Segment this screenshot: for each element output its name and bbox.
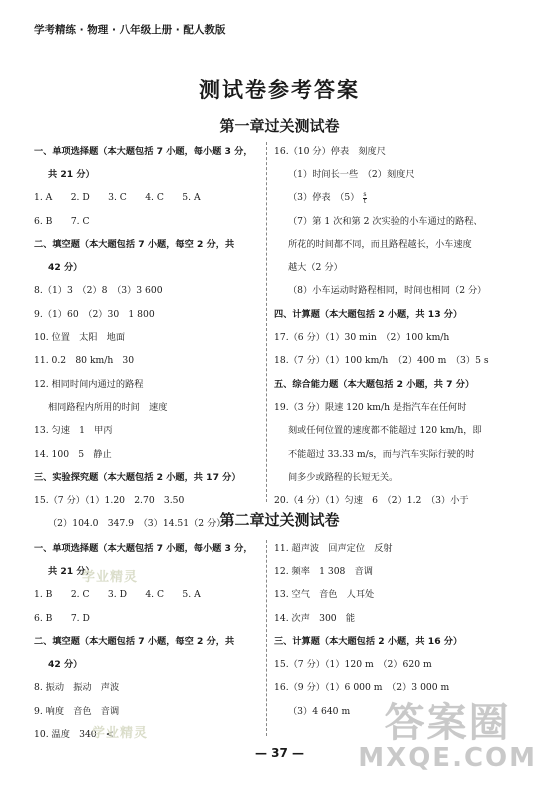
answer-line <box>34 140 262 163</box>
answer-line <box>274 210 536 233</box>
answer-text: 五、综合能力题（本大题包括 2 小题，共 7 分） <box>274 378 475 390</box>
answer-text: 20.（4 分）（1）匀速 6 （2）1.2 （3）小于 <box>274 495 469 507</box>
answer-text: 间多少或路程的长短无关。 <box>288 471 399 483</box>
answer-text: 共 21 分） <box>48 168 95 180</box>
answer-text: （7）第 1 次和第 2 次实验的小车通过的路程、 <box>288 215 483 227</box>
answer-text: 所花的时间都不同，而且路程越长，小车速度 <box>288 238 472 250</box>
answer-text: 相同路程内所用的时间 速度 <box>48 401 168 413</box>
answer-text: （3）停表 （5） <box>288 192 360 204</box>
answer-line <box>34 187 262 210</box>
answer-text: （2）104.0 347.9 （3）14.51（2 分） <box>48 518 226 530</box>
answer-text: 16.（9 分）（1）6 000 m （2）3 000 m <box>274 682 450 694</box>
stamp-watermark: 学业精灵 <box>92 726 149 741</box>
answer-line <box>274 303 536 326</box>
answer-text: 刻或任何位置的速度都不能超过 120 km/h，即 <box>288 425 482 437</box>
answer-text: 42 分） <box>48 262 83 274</box>
answer-line <box>34 630 262 653</box>
answer-line <box>274 373 536 396</box>
answer-line <box>34 396 262 419</box>
answer-text: 9. 响度 音色 音调 <box>34 705 120 717</box>
answer-text: 16.（10 分）停表 刻度尺 <box>274 145 386 157</box>
answer-line <box>274 560 536 583</box>
page-title: 测试卷参考答案 <box>199 78 360 102</box>
column-divider <box>266 142 267 502</box>
answer-line <box>274 537 536 560</box>
header-series-title: 学考精练 · 物理 · 八年级上册 · 配人教版 <box>34 24 226 36</box>
site-watermark-logo: 答案圈 MXQE.COM <box>358 700 537 773</box>
answer-text: 越大（2 分） <box>288 262 343 274</box>
answer-line <box>34 280 262 303</box>
stamp-watermark: 学业精灵 <box>82 570 139 585</box>
answer-line <box>34 560 262 583</box>
answer-text: 14. 100 5 静止 <box>34 448 112 460</box>
answer-line <box>34 350 262 373</box>
answer-line <box>34 443 262 466</box>
answer-line <box>34 303 262 326</box>
answer-text: 15.（7 分）（1）1.20 2.70 3.50 <box>34 495 185 507</box>
answer-text: 9.（1）60 （2）30 1 800 <box>34 308 155 320</box>
answer-line <box>274 140 536 163</box>
answer-line <box>274 466 536 489</box>
column-divider <box>266 540 267 736</box>
answer-text: 6. B 7. C <box>34 215 90 227</box>
answer-text: 13. 空气 音色 人耳处 <box>274 589 375 601</box>
answer-line <box>274 187 536 210</box>
answer-line <box>34 607 262 630</box>
answer-line <box>34 584 262 607</box>
answer-text: 17.（6 分）（1）30 min （2）100 km/h <box>274 332 450 344</box>
answer-text: 14. 次声 300 能 <box>274 612 356 624</box>
answer-text: 11. 超声波 回声定位 反射 <box>274 542 393 554</box>
answer-line <box>274 584 536 607</box>
answer-line <box>274 350 536 373</box>
answer-text: 8. 振动 振动 声波 <box>34 682 120 694</box>
fraction-denominator: t <box>363 197 367 205</box>
answer-text: 19.（3 分）限速 120 km/h 是指汽车在任何时 <box>274 401 467 413</box>
page-number: — 37 — <box>254 746 305 760</box>
answer-line <box>34 256 262 279</box>
answer-line <box>34 163 262 186</box>
answer-text: 共 21 分） <box>48 565 95 577</box>
answer-line <box>274 443 536 466</box>
section-title-chapter-1: 第一章过关测试卷 <box>219 117 340 135</box>
answer-line <box>274 233 536 256</box>
answer-line <box>34 700 262 723</box>
section-title-chapter-2: 第二章过关测试卷 <box>219 511 340 529</box>
answer-line <box>34 326 262 349</box>
answer-text: 一、单项选择题（本大题包括 7 小题，每小题 3 分， <box>34 145 253 157</box>
answer-text: 四、计算题（本大题包括 2 小题，共 13 分） <box>274 308 463 320</box>
answer-text: 18.（7 分）（1）100 km/h （2）400 m （3）5 s <box>274 355 489 367</box>
answer-line <box>274 653 536 676</box>
answer-text: （1）时间长一些 （2）刻度尺 <box>288 168 415 180</box>
answer-line <box>34 420 262 443</box>
answer-line <box>274 677 536 700</box>
answer-line <box>274 396 536 419</box>
answer-line <box>274 607 536 630</box>
answer-line <box>274 256 536 279</box>
answer-line <box>34 466 262 489</box>
chapter-1-right-column <box>274 140 536 513</box>
speed-formula-fraction <box>363 192 366 205</box>
answer-text: 11. 0.2 80 km/h 30 <box>34 355 135 367</box>
answer-text: 12. 频率 1 308 音调 <box>274 565 373 577</box>
answer-text: （8）小车运动时路程相同，时间也相同（2 分） <box>288 285 487 297</box>
answer-text: （3）4 640 m <box>288 705 351 717</box>
answer-text: 6. B 7. D <box>34 612 90 624</box>
chapter-2-left-column <box>34 537 262 747</box>
answer-line <box>34 233 262 256</box>
answer-line <box>34 537 262 560</box>
answer-text: 12. 相同时间内通过的路程 <box>34 378 144 390</box>
answer-line <box>34 677 262 700</box>
answer-text: 13. 匀速 1 甲丙 <box>34 425 113 437</box>
answer-text: 15.（7 分）（1）120 m （2）620 m <box>274 659 432 671</box>
fraction-numerator: s <box>363 190 367 198</box>
answer-text: 二、填空题（本大题包括 7 小题，每空 2 分，共 <box>34 635 235 647</box>
answer-line <box>34 373 262 396</box>
answer-line <box>274 163 536 186</box>
answer-text: 1. A 2. D 3. C 4. C 5. A <box>34 192 201 204</box>
answer-text: 一、单项选择题（本大题包括 7 小题，每小题 3 分， <box>34 542 253 554</box>
answer-text: 10. 温度 340 < <box>34 729 114 741</box>
answer-line <box>34 653 262 676</box>
answer-line <box>274 326 536 349</box>
answer-text: 三、实验探究题（本大题包括 2 小题，共 17 分） <box>34 471 241 483</box>
chapter-1-left-column <box>34 140 262 536</box>
chapter-2-right-column <box>274 537 536 723</box>
answer-line <box>274 280 536 303</box>
answer-line <box>34 210 262 233</box>
answer-line <box>274 420 536 443</box>
answer-text: 三、计算题（本大题包括 2 小题，共 16 分） <box>274 635 463 647</box>
answer-text: 10. 位置 太阳 地面 <box>34 332 126 344</box>
answer-text: 二、填空题（本大题包括 7 小题，每空 2 分，共 <box>34 238 235 250</box>
answer-line <box>274 630 536 653</box>
answer-text: 42 分） <box>48 659 83 671</box>
answer-text: 8.（1）3 （2）8 （3）3 600 <box>34 285 163 297</box>
answer-text: 不能超过 33.33 m/s，而与汽车实际行驶的时 <box>288 448 475 460</box>
answer-text: 1. B 2. C 3. D 4. C 5. A <box>34 589 201 601</box>
